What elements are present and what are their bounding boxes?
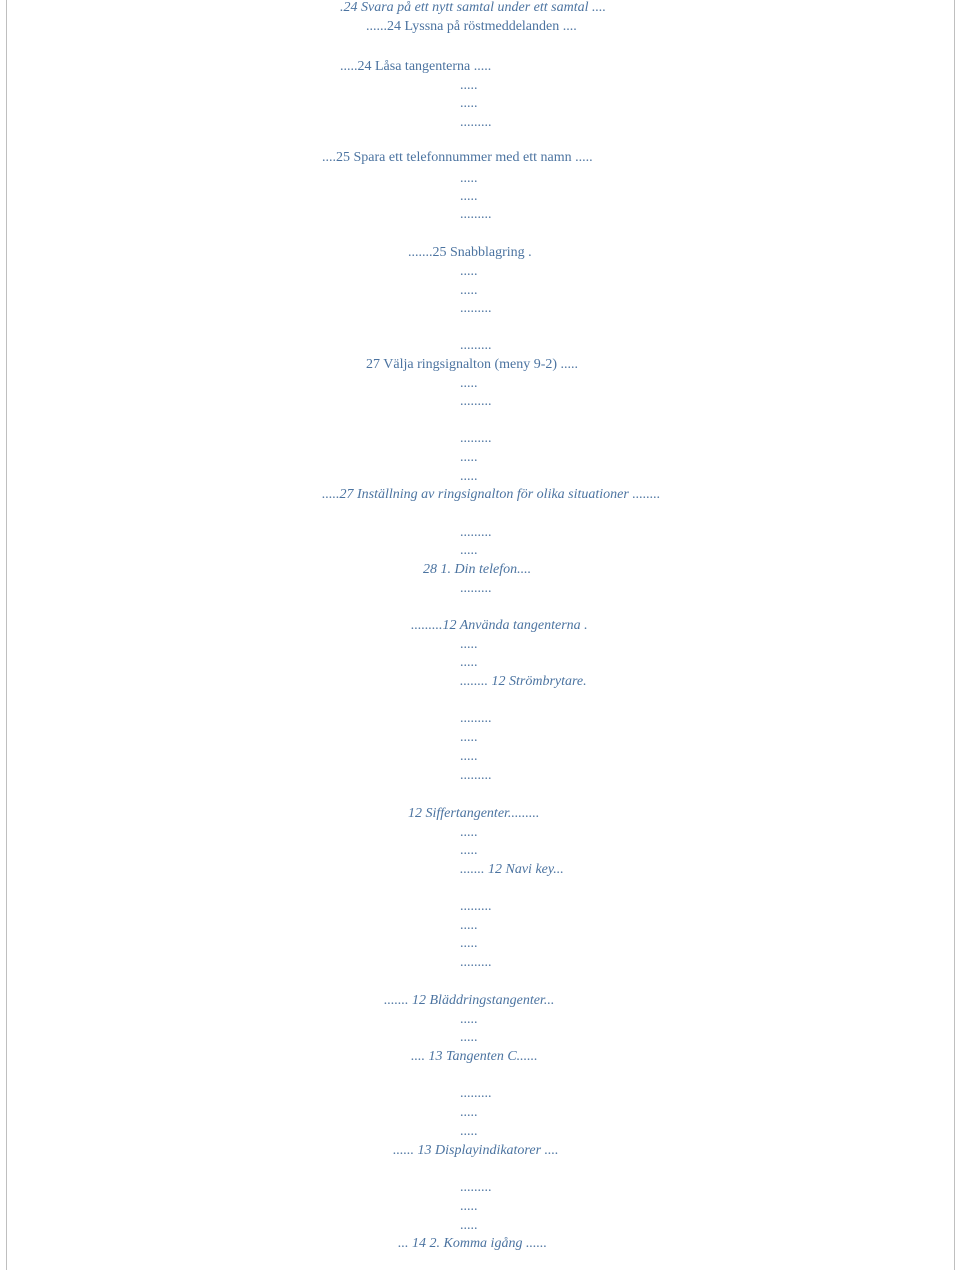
toc-line: ..... [460,189,478,204]
toc-line: ......... [460,711,492,726]
toc-line: ......... [460,1180,492,1195]
toc-line: .... 13 Tangenten C...... [411,1049,538,1064]
toc-line: ..... [460,825,478,840]
toc-line: ..... [460,637,478,652]
toc-line: ..... [460,469,478,484]
toc-line: ..... [460,936,478,951]
toc-line: ......... [460,525,492,540]
toc-line: ..... [460,1124,478,1139]
toc-line: ..... [460,655,478,670]
toc-line: ......... [460,1086,492,1101]
toc-line: ..... [460,96,478,111]
toc-line: .....27 Inställning av ringsignalton för olika situationer ........ [322,487,661,502]
toc-line: 28 1. Din telefon.... [423,562,532,577]
toc-line: ..... [460,78,478,93]
toc-line: ..... [460,1199,478,1214]
toc-line: ....... 12 Navi key... [460,862,564,877]
toc-line: ... 14 2. Komma igång ...... [398,1236,547,1251]
toc-line: ......... [460,115,492,130]
toc-line: ......... [460,207,492,222]
toc-line: ..... [460,730,478,745]
toc-line: ..... [460,843,478,858]
toc-line: ..... [460,543,478,558]
toc-line: .24 Svara på ett nytt samtal under ett samtal .... [340,0,606,15]
toc-line: .....24 Låsa tangenterna ..... [340,59,492,74]
toc-line: 27 Välja ringsignalton (meny 9-2) ..... [366,357,579,372]
toc-line: ......... [460,301,492,316]
toc-line: ..... [460,1012,478,1027]
toc-line: ......24 Lyssna på röstmeddelanden .... [366,19,577,34]
toc-line: ..... [460,283,478,298]
toc-line: ......... [460,955,492,970]
toc-line: .......25 Snabblagring . [408,245,532,260]
toc-line: ..... [460,1030,478,1045]
toc-line: ..... [460,918,478,933]
toc-line: ......... [460,338,492,353]
toc-line: ........ 12 Strömbrytare. [460,674,587,689]
toc-line: ..... [460,749,478,764]
toc-line: ....25 Spara ett telefonnummer med ett namn ..... [322,150,593,165]
toc-line: ..... [460,1105,478,1120]
toc-line: ..... [460,376,478,391]
toc-line: ..... [460,171,478,186]
toc-line: ......... [460,431,492,446]
toc-line: 12 Siffertangenter......... [408,806,540,821]
toc-line: ..... [460,264,478,279]
toc-line: ...... 13 Displayindikatorer .... [393,1143,559,1158]
toc-line: ..... [460,1218,478,1233]
toc-line: ......... [460,899,492,914]
toc-line: ......... [460,581,492,596]
toc-line: ......... [460,768,492,783]
toc-line: .........12 Använda tangenterna . [411,618,588,633]
toc-line: ..... [460,450,478,465]
toc-line: ....... 12 Bläddringstangenter... [384,993,555,1008]
toc-line: ......... [460,394,492,409]
